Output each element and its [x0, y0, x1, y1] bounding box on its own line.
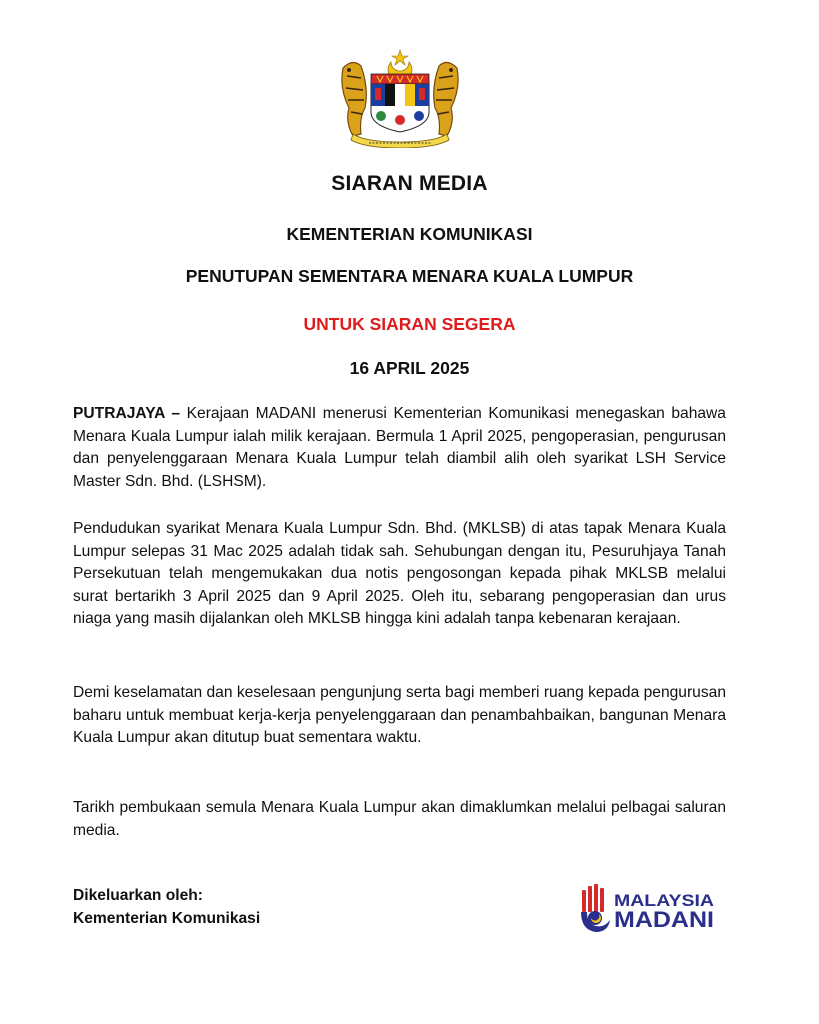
paragraph-4: Tarikh pembukaan semula Menara Kuala Lumpur akan dimaklumkan melalui pelbagai saluran media. [73, 799, 726, 839]
paragraph-3: Demi keselamatan dan keselesaan pengunjung serta bagi memberi ruang kepada pengurusan baharu untuk membuat kerja-kerja penyelenggaraan dan penambahbaikan, bangunan Menara Kuala Lumpur akan ditutup buat sementara waktu. [73, 684, 726, 747]
paragraph-1-text: Kerajaan MADANI menerusi Kementerian Komunikasi menegaskan bahawa Menara Kuala Lumpur ialah milik kerajaan. Bermula 1 April 2025, pengoperasian, pengurusan dan penyelenggaraan Menara Kuala Lumpur telah diambil alih oleh syarikat LSH Service Master Sdn. Bhd. (LSHSM). [73, 405, 726, 490]
dateline: PUTRAJAYA – [73, 405, 181, 422]
document-title: SIARAN MEDIA [331, 172, 488, 195]
paragraph-2: Pendudukan syarikat Menara Kuala Lumpur Sdn. Bhd. (MKLSB) di atas tapak Menara Kuala Lumpur selepas 31 Mac 2025 adalah tidak sah. Sehubungan dengan itu, Pesuruhjaya Tanah Persekutuan telah mengemukakan dua notis pengosongan kepada pihak MKLSB melalui surat bertarikh 3 April 2025 dan 9 April 2025. Oleh itu, sebarang pengoperasian dan urus niaga yang masih dijalankan oleh MKLSB hingga kini adalah tanpa kebenaran kerajaan. [73, 520, 726, 628]
paragraph-1 [73, 403, 726, 493]
malaysia-coat-of-arms-icon [335, 48, 465, 148]
issued-by-name: Kementerian Komunikasi [73, 909, 261, 927]
logo-text-madani: MADANI [614, 907, 714, 932]
release-subject: PENUTUPAN SEMENTARA MENARA KUALA LUMPUR [185, 266, 634, 286]
release-date: 16 APRIL 2025 [349, 358, 470, 378]
immediate-release-note: UNTUK SIARAN SEGERA [303, 314, 516, 334]
issued-by-block [73, 885, 260, 930]
malaysia-madani-logo [578, 880, 718, 936]
issued-by-label: Dikeluarkan oleh: [73, 887, 203, 904]
ministry-name: KEMENTERIAN KOMUNIKASI [286, 224, 533, 244]
logo-text-malaysia: MALAYSIA [614, 891, 714, 910]
